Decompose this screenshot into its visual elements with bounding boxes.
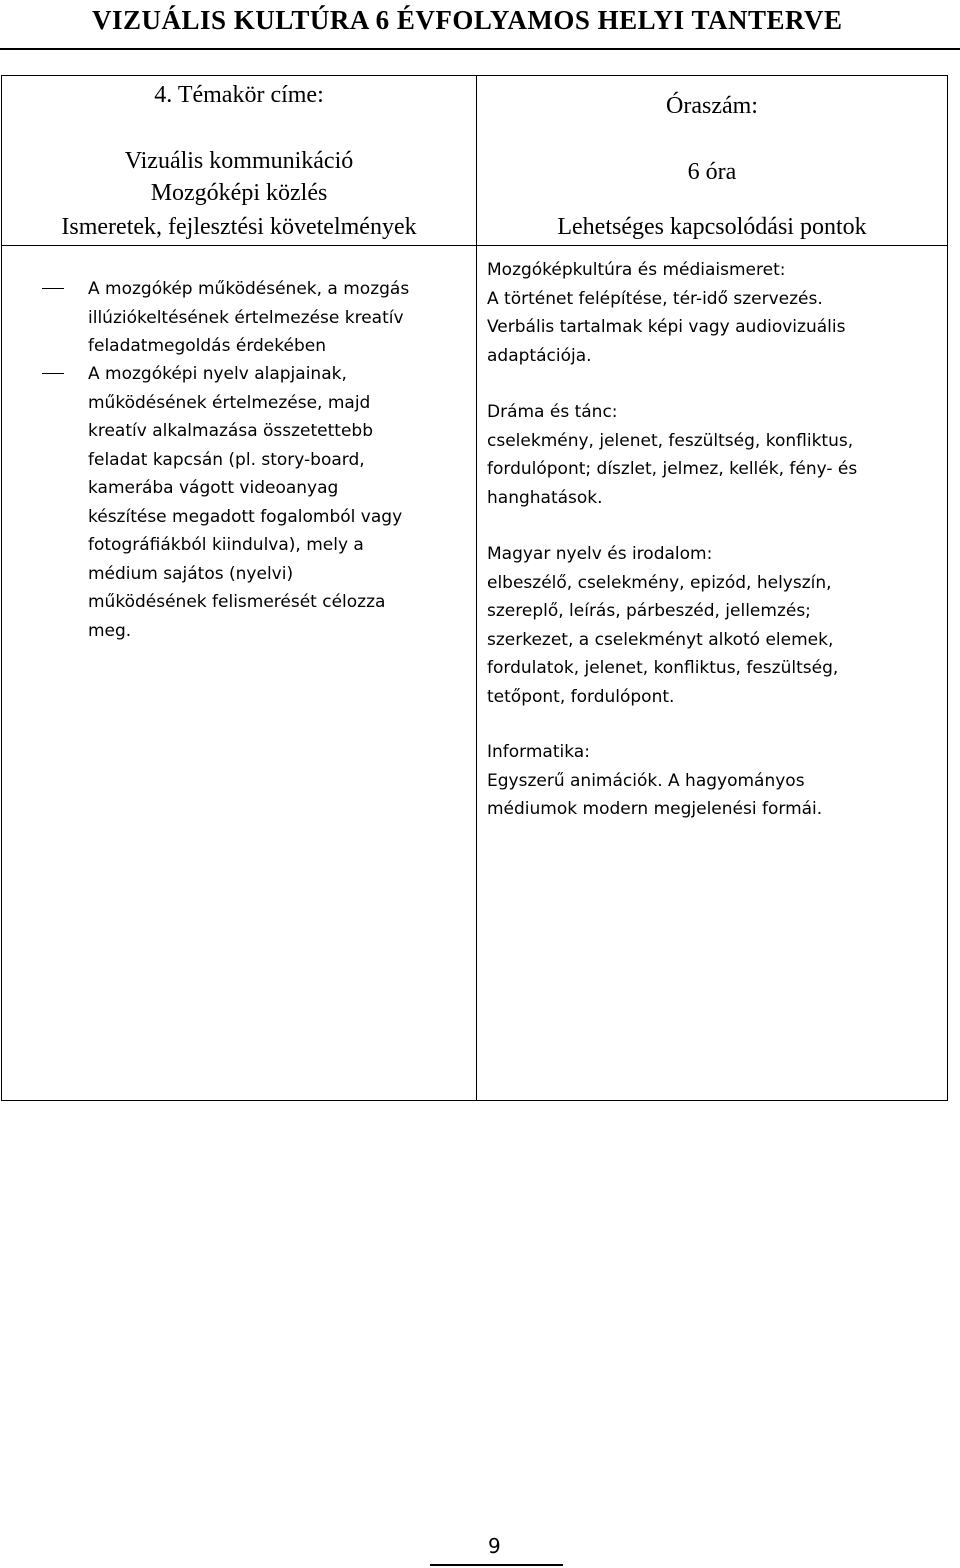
topic-title-line-1: Vizuális kommunikáció — [124, 148, 354, 174]
right-column-header: Lehetséges kapcsolódási pontok — [557, 214, 867, 240]
document-title: VIZUÁLIS KULTÚRA 6 ÉVFOLYAMOS HELYI TANTERVE — [92, 5, 843, 35]
connection-section-informatics: Informatika: Egyszerű animációk. A hagyományos médiumok modern megjelenési formái. — [487, 738, 947, 824]
section-title: Informatika: — [487, 742, 590, 762]
hours-value: 6 óra — [687, 159, 737, 185]
requirement-item-1: A mozgókép működésének, a mozgás illúziókeltésének értelmezése kreatív feladatmegoldás érdekében — [88, 279, 410, 356]
connection-section-literature: Magyar nyelv és irodalom: elbeszélő, cselekmény, epizód, helyszín, szereplő, leírás, párbeszéd, jellemzés; szerkezet, a cselekményt alkotó elemek, fordulatok, jelenet, konfliktus, feszültség, tetőpont, fordulópont. — [487, 540, 947, 711]
left-column-header: Ismeretek, fejlesztési követelmények — [61, 214, 417, 240]
topic-title-line-2: Mozgóképi közlés — [150, 180, 328, 206]
section-title: Magyar nyelv és irodalom: — [487, 544, 713, 564]
bullet-dash — [42, 373, 64, 374]
topic-label: 4. Témakör címe: — [154, 82, 324, 108]
page-number: 9 — [488, 1534, 501, 1558]
connection-section-media: Mozgóképkultúra és médiaismeret: A történet felépítése, tér-idő szervezés. Verbális tartalmak képi vagy audiovizuális adaptációja. — [487, 256, 947, 370]
bullet-dash — [42, 288, 64, 289]
hours-label: Óraszám: — [666, 93, 758, 119]
document-header — [0, 0, 960, 50]
requirement-item-2: A mozgóképi nyelv alapjainak, működésének értelmezése, majd kreatív alkalmazása összetettebb feladat kapcsán (pl. story-board, kamerába vágott videoanyag készítése megadott fogalomból vagy fotográfiákból kiindulva), mely a médium sajátos (nyelvi) működésének felismerését célozza meg. — [88, 364, 403, 641]
section-title: Dráma és tánc: — [487, 402, 618, 422]
footer-underline — [430, 1564, 563, 1566]
header-row-divider — [2, 245, 947, 246]
connection-section-drama: Dráma és tánc: cselekmény, jelenet, feszültség, konfliktus, fordulópont; díszlet, jelmez, kellék, fény- és hanghatások. — [487, 398, 947, 512]
section-title: Mozgóképkultúra és médiaismeret: — [487, 260, 786, 280]
topic-table — [1, 75, 948, 1101]
